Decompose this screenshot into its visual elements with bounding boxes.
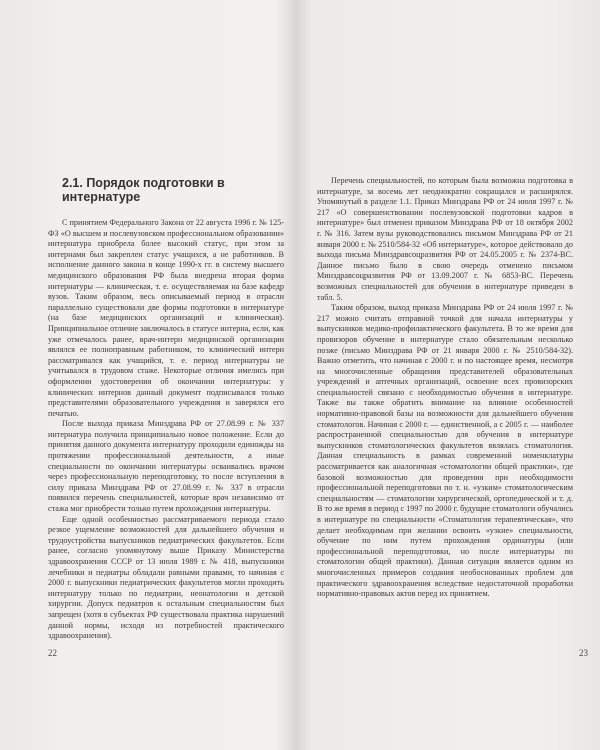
- paragraph: С принятием Федерального Закона от 22 августа 1996 г. № 125-ФЗ «О высшем и послевузовском профессиональном образовании» интернатура приобрела более высокий статус, при этом за интернами был закреплен статус учащихся, а не работников. В исполнение данного закона в конце 1990-х гг. в систему высшего медицинского образования РФ была внедрена вторая форма интернатуры — клиническая, т. е. осуществляемая на базе кафедр вузов. Таким образом, весь описываемый период в отрасли параллельно существовали две формы подготовки в интернатуре (на базе медицинских организаций и клиническая). Принципиальное отличие заключалось в статусе интерна, если, как уже отмечалось ранее, врач-интерн медицинской организации являлся ее полноправным работником, то клинический интерн рассматривался как учащийся, т. е. период интернатуры не учитывался в трудовом стаже. Некоторые отличия имелись при оформлении удостоверения об окончании интернатуры: у клинических интернов данный документ подписывался только представителями образовательного учреждения и заверялся его печатью.: [48, 218, 284, 418]
- page-number: 22: [48, 648, 57, 658]
- paragraph: После выхода приказа Минздрава РФ от 27.08.99 г. № 337 интернатура получила принципиально новое положение. Если до принятия данного документа интернатуру проходили единожды на протяжении профессиональной деятельности, а иные специальности по окончании интернатуры осваивались врачом через профессиональную переподготовку, то после вступления в силу приказа Минздрава РФ от 27.08.99 г. № 337 в отрасли появился перечень специальностей, которые врач независимо от стажа мог приобрести только путем прохождения интернатуры.: [48, 419, 284, 514]
- left-text-column: [48, 176, 284, 642]
- section-title: 2.1. Порядок подготовки в интернатуре: [62, 176, 225, 204]
- page-number: 23: [579, 648, 588, 658]
- right-page: [300, 0, 600, 750]
- paragraph: Таким образом, выход приказа Минздрава РФ от 24 июля 1997 г. № 217 можно считать отправной точкой для начала интернатуры у выпускников медико-профилактического факультета. В то же время для провизоров обучение в интернатуре стало обязательным несколько позже (письмо Минздрава РФ от 21 января 2000 г. № 2510/584-32). Важно отметить, что начиная с 2000 г. и по настоящее время, несмотря на многочисленные обращения представителей образовательных учреждений и аптечных организаций, освоение всех провизорских специальностей связано с необходимостью обучения в интернатуре. Также вы также обратить внимание на влияние особенностей нормативно-правовой базы на возможности для дальнейшего обучения стоматологов. Начиная с 2000 г. — единственной, а с 2005 г. — наиболее распространенной специальностью для обучения в интернатуре выпускников стоматологических факультетов являлась стоматология. Данная специальность в рамках современной номенклатуры рассматривается как аналогичная «стоматологии общей практики», где базовой возможностью для проведения при необходимости профессиональной переподготовки по т. н. «узким» стоматологическим специальностям — стоматологии хирургической, ортопедической и т. д. В то же время в период с 1997 по 2000 г. будущие стоматологи обучались в интернатуре по специальности «Стоматология терапевтическая», что делает необходимым при желании освоить «узкие» специальности, обучение по ним путем прохождения ординатуры (или профессиональной переподготовки, но после интернатуры по стоматологии общей практики). Данная ситуация является одним из многочисленных примеров создания необоснованных проблем для практического здравоохранения вследствие недостаточной проработки нормативно-правовых актов перед их принятием.: [317, 303, 573, 599]
- right-text-column: [317, 176, 573, 600]
- paragraph: Еще одной особенностью рассматриваемого периода стало резкое ущемление возможностей для дальнейшего обучения и трудоустройства выпускников педиатрических факультетов. Если ранее, согласно упомянутому выше Приказу Министерства здравоохранения СССР от 13 июля 1989 г. № 418, выпускники лечебники и педиатры обладали равными правами, то начиная с 2000 г. выпускники педиатрических факультетов могли проходить интернатуру только по педиатрии, неонатологии и детской хирургии. Допуск педиатров к остальным специальностям был запрещен (хотя в субъектах РФ существовала практика нарушений данной нормы, исходя из потребностей практического здравоохранения).: [48, 514, 284, 641]
- paragraph: Перечень специальностей, по которым была возможна подготовка в интернатуре, за восемь лет неоднократно сокращался и расширялся. Упомянутый в разделе 1.1. Приказ Минздрава РФ от 24 июля 1997 г. № 217 «О совершенствовании послевузовской подготовки кадров в интернатуре» был отменен приказом Минздрава РФ от 18 октября 2002 г. № 316. Затем вузы руководствовались письмом Минздрава РФ от 21 января 2000 г. № 2510/584-32 «Об интернатуре», которое действовало до выхода письма Минздравсоцразвития РФ от 24.05.2005 г. № 2374-ВС. Данное письмо было в свою очередь отменено письмом Минздравсоцразвития РФ от 13.09.2007 г. № 6853-ВС. Перечень возможных специальностей для обучения в интернатуре приведен в табл. 5.: [317, 176, 573, 302]
